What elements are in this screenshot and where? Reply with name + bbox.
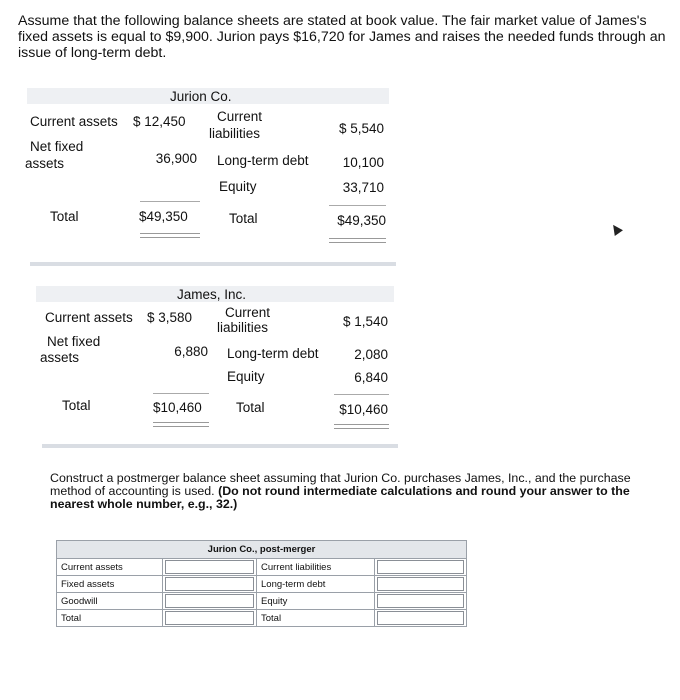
james-equity-label: Equity [227, 369, 265, 384]
james-left-double-rule [153, 422, 209, 427]
james-title: James, Inc. [177, 287, 247, 302]
long-term-debt-cell [375, 576, 467, 593]
jurion-total-value: $49,350 [139, 209, 188, 224]
james-right-total-label: Total [236, 400, 265, 415]
james-right-total-rule [334, 394, 389, 395]
jurion-right-total-rule [329, 205, 386, 206]
jurion-current-liab-label-2: liabilities [209, 126, 261, 141]
james-net-fixed-value: 6,880 [174, 344, 208, 359]
row-label-total-left: Total [57, 610, 163, 627]
james-right-double-rule [334, 424, 389, 429]
jurion-left-double-rule [140, 233, 200, 238]
jurion-net-fixed-value: 36,900 [155, 151, 197, 166]
jurion-current-liab-label-1: Current [217, 109, 263, 124]
long-term-debt-input[interactable] [377, 577, 464, 591]
jurion-ltd-value: 10,100 [342, 155, 384, 170]
construct-bold-note: (Do not round intermediate calculations and round your answer to the nearest whole number, e.g., 32.) [50, 484, 630, 511]
jurion-equity-value: 33,710 [342, 180, 384, 195]
james-total-label: Total [62, 398, 91, 413]
james-ltd-label: Long-term debt [227, 346, 319, 361]
jurion-net-fixed-label-1: Net fixed [30, 139, 84, 154]
jurion-right-double-rule [329, 238, 386, 243]
jurion-title: Jurion Co. [170, 89, 232, 104]
james-equity-value: 6,840 [354, 370, 388, 385]
table-row [57, 559, 467, 576]
goodwill-input[interactable] [165, 594, 254, 608]
total-right-cell [375, 610, 467, 627]
row-label-current-liabilities: Current liabilities [257, 559, 375, 576]
table-row [57, 593, 467, 610]
jurion-ltd-label: Long-term debt [217, 153, 309, 168]
postmerger-title: Jurion Co., post-merger [57, 541, 467, 559]
james-bottom-bar [42, 444, 398, 448]
current-assets-input[interactable] [165, 560, 254, 574]
jurion-current-assets-label: Current assets [30, 114, 118, 129]
problem-intro: Assume that the following balance sheets are stated at book value. The fair market value of James's fixed assets is equal to $9,900. Jurion pays $16,720 for James and raises the needed funds through an issue of long-term debt. [18, 13, 666, 61]
row-label-goodwill: Goodwill [57, 593, 163, 610]
jurion-equity-label: Equity [219, 179, 257, 194]
james-net-fixed-label-1: Net fixed [47, 334, 101, 349]
jurion-current-liab-value: $ 5,540 [338, 121, 384, 136]
current-assets-cell [163, 559, 257, 576]
construct-text: Construct a postmerger balance sheet assuming that Jurion Co. purchases James, Inc., and the purchase method of accounting is used. [50, 471, 631, 498]
james-total-value: $10,460 [153, 400, 202, 415]
row-label-current-assets: Current assets [57, 559, 163, 576]
row-label-fixed-assets: Fixed assets [57, 576, 163, 593]
jurion-total-label: Total [50, 209, 79, 224]
james-current-liab-value: $ 1,540 [342, 314, 388, 329]
james-ltd-value: 2,080 [354, 347, 388, 362]
table-row [57, 610, 467, 627]
row-label-equity: Equity [257, 593, 375, 610]
jurion-left-total-rule [140, 201, 200, 202]
fixed-assets-input[interactable] [165, 577, 254, 591]
total-left-cell [163, 610, 257, 627]
construct-instructions [50, 472, 650, 511]
james-current-assets-label: Current assets [45, 310, 133, 325]
james-left-total-rule [153, 393, 209, 394]
equity-cell [375, 593, 467, 610]
fixed-assets-cell [163, 576, 257, 593]
mouse-cursor-icon [609, 222, 623, 236]
current-liabilities-cell [375, 559, 467, 576]
jurion-net-fixed-label-2: assets [25, 156, 65, 171]
table-row [57, 576, 467, 593]
jurion-right-total-label: Total [229, 211, 258, 226]
row-label-total-right: Total [257, 610, 375, 627]
james-current-liab-label-1: Current [225, 305, 271, 320]
total-assets-input[interactable] [165, 611, 254, 625]
jurion-right-total-value: $49,350 [337, 213, 386, 228]
james-current-liab-label-2: liabilities [217, 320, 269, 335]
goodwill-cell [163, 593, 257, 610]
james-current-assets-value: $ 3,580 [147, 310, 193, 325]
equity-input[interactable] [377, 594, 464, 608]
postmerger-table [56, 540, 467, 627]
jurion-current-assets-value: $ 12,450 [133, 114, 186, 129]
james-net-fixed-label-2: assets [40, 350, 80, 365]
total-liabilities-equity-input[interactable] [377, 611, 464, 625]
james-right-total-value: $10,460 [339, 402, 388, 417]
jurion-bottom-bar [30, 262, 396, 266]
row-label-long-term-debt: Long-term debt [257, 576, 375, 593]
current-liabilities-input[interactable] [377, 560, 464, 574]
